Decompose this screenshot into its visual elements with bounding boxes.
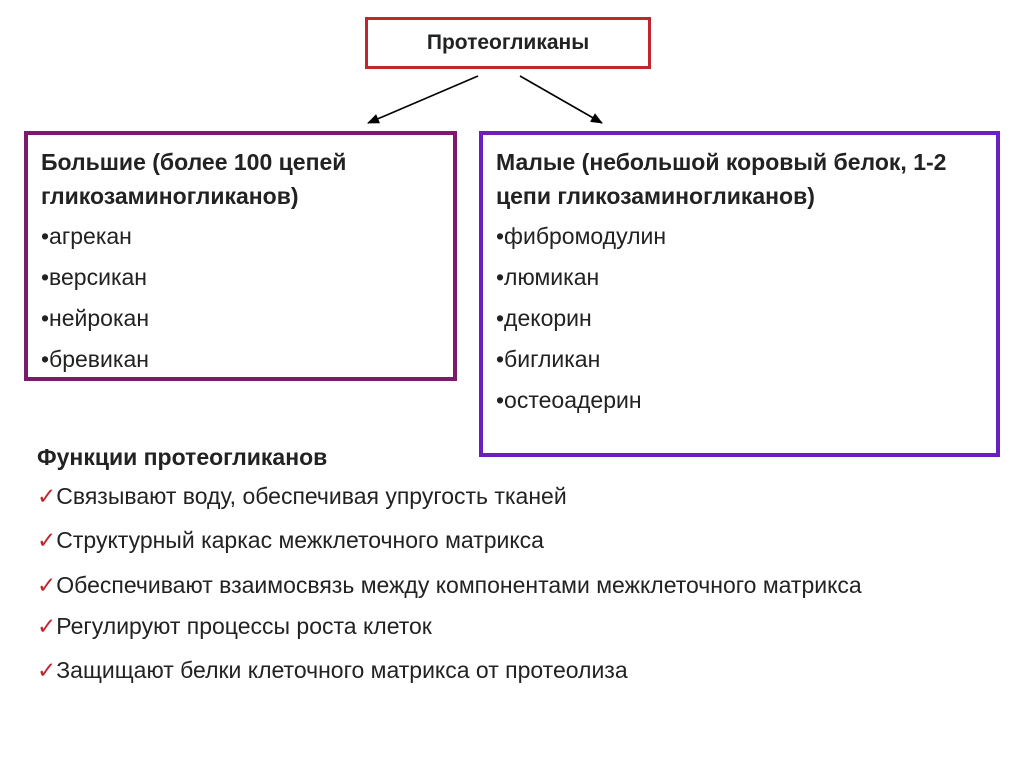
function-text: Обеспечивают взаимосвязь между компонентами межклеточного матрикса (56, 572, 862, 598)
small-item: •остеоадерин (496, 387, 642, 413)
function-item (37, 610, 997, 642)
small-item: •фибромодулин (496, 223, 667, 249)
checkmark-icon: ✓ (37, 657, 57, 683)
function-item (37, 524, 997, 556)
large-item: •нейрокан (41, 305, 150, 331)
small-proteoglycans-box (479, 131, 1000, 457)
arrow-left (368, 76, 478, 123)
small-heading: Малые (небольшой коровый белок, 1-2 цепи гликозаминогликанов) (496, 149, 947, 209)
functions-list (37, 480, 997, 686)
checkmark-icon: ✓ (37, 527, 57, 553)
checkmark-icon: ✓ (37, 572, 57, 598)
small-item: •декорин (496, 305, 592, 331)
function-text: Связывают воду, обеспечивая упругость тканей (56, 483, 567, 509)
function-text: Защищают белки клеточного матрикса от протеолиза (56, 657, 628, 683)
small-items-list (496, 219, 984, 417)
large-item: •версикан (41, 264, 148, 290)
function-item (37, 654, 997, 686)
functions-heading: Функции протеогликанов (37, 444, 328, 470)
function-text: Структурный каркас межклеточного матрикса (56, 527, 544, 553)
large-item: •бревикан (41, 346, 149, 372)
small-item: •люмикан (496, 264, 600, 290)
large-heading: Большие (более 100 цепей гликозаминогликанов) (41, 149, 347, 209)
diagram-title: Протеогликаны (426, 31, 590, 54)
function-item (37, 480, 997, 512)
function-item (37, 568, 997, 602)
checkmark-icon: ✓ (37, 483, 57, 509)
large-items-list (41, 219, 441, 376)
functions-section (37, 437, 997, 698)
checkmark-icon: ✓ (37, 613, 57, 639)
function-text: Регулируют процессы роста клеток (56, 613, 432, 639)
small-item: •бигликан (496, 346, 601, 372)
large-item: •агрекан (41, 223, 132, 249)
arrow-right (520, 76, 602, 123)
large-proteoglycans-box (24, 131, 457, 381)
